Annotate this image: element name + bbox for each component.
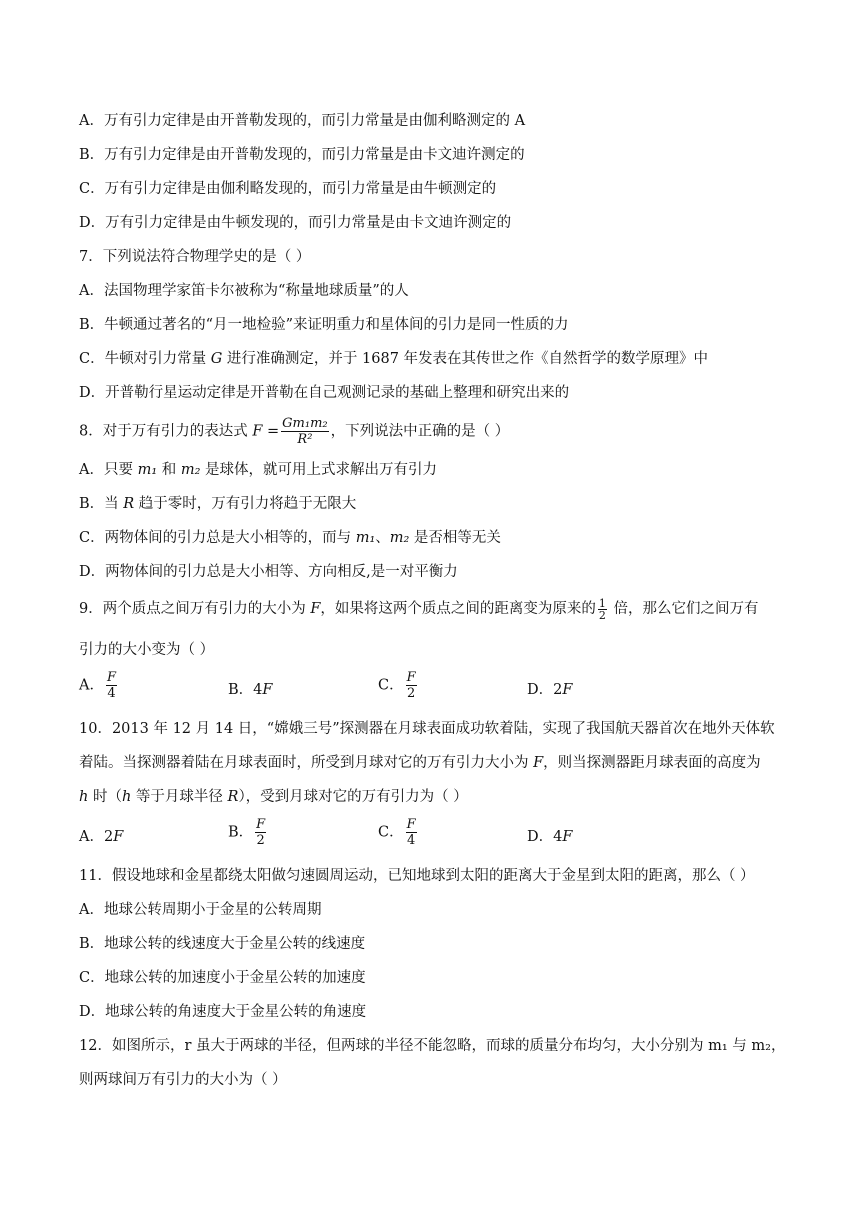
q9-stem-line2: 引力的大小变为（ ）: [79, 642, 215, 658]
q12-stem-line2: 则两球间万有引力的大小为（ ）: [79, 1072, 287, 1088]
q11-stem: 11．假设地球和金星都绕太阳做匀速圆周运动，已知地球到太阳的距离大于金星到太阳的距离，那么（ ）: [79, 868, 755, 884]
q6-option-b: B．万有引力定律是由开普勒发现的，而引力常量是由卡文迪许测定的: [79, 147, 525, 163]
q10-option-b: B． $\frac{F}{2}$: [228, 817, 266, 848]
q6-option-d: D．万有引力定律是由牛顿发现的，而引力常量是由卡文迪许测定的: [79, 215, 512, 231]
q9-half-fraction: $\frac{1}{2}$: [598, 596, 606, 622]
q8-option-a: A．只要 m₁ 和 m₂ 是球体，就可用上式求解出万有引力: [79, 462, 438, 478]
q7-option-d: D．开普勒行星运动定律是开普勒在自己观测记录的基础上整理和研究出来的: [79, 385, 570, 401]
q10-stem-line1: 10．2013 年 12 月 14 日，“嫦娥三号”探测器在月球表面成功软着陆，实现了我国航天器首次在地外天体软: [79, 721, 775, 737]
q8-option-b: B．当 R 趋于零时，万有引力将趋于无限大: [79, 496, 357, 512]
q11-option-a: A．地球公转周期小于金星的公转周期: [79, 902, 322, 918]
q7-option-a: A．法国物理学家笛卡尔被称为“称量地球质量”的人: [79, 283, 409, 299]
q8-formula-lhs: F =: [252, 423, 280, 440]
q9-option-a: A． $\frac{F}{4}$: [79, 670, 117, 701]
q8-option-d: D．两物体间的引力总是大小相等、方向相反,是一对平衡力: [79, 564, 458, 580]
q7-option-b: B．牛顿通过著名的“月一地检验”来证明重力和星体间的引力是同一性质的力: [79, 317, 569, 333]
q9-option-d: D．2F: [527, 682, 573, 698]
q10-option-a: A．2F: [79, 829, 124, 845]
q6-option-a: A．万有引力定律是由开普勒发现的，而引力常量是由伽利略测定的 A: [79, 113, 526, 129]
q9-stem-line1: 9．两个质点之间万有引力的大小为 F，如果将这两个质点之间的距离变为原来的 $\frac{1}{2}$ 倍，那么它们之间万有: [79, 596, 759, 622]
q11-option-b: B．地球公转的线速度大于金星公转的线速度: [79, 936, 366, 952]
q7-option-c: C．牛顿对引力常量 G 进行准确测定，并于 1687 年发表在其传世之作《自然哲学的数学原理》中: [79, 351, 709, 367]
q8-option-c: C．两物体间的引力总是大小相等的，而与 m₁、m₂ 是否相等无关: [79, 530, 501, 546]
q7-stem: 7．下列说法符合物理学史的是（ ）: [79, 249, 311, 265]
q10-stem-line3: h 时（h 等于月球半径 R），受到月球对它的万有引力为（ ）: [79, 789, 468, 805]
q12-stem-line1: 12．如图所示，r 虽大于两球的半径，但两球的半径不能忽略，而球的质量分布均匀，大小分别为 m₁ 与 m₂，: [79, 1038, 786, 1054]
q8-stem: 8．对于万有引力的表达式 F = $\frac{\text{Gm₁m₂}}{\text{R²}}$ ，下列说法中正确的是（ ）: [79, 416, 510, 447]
q9-option-c: C． $\frac{F}{2}$: [378, 670, 416, 701]
q10-stem-line2: 着陆。当探测器着陆在月球表面时，所受到月球对它的万有引力大小为 F，则当探测器距月球表面的高度为: [79, 755, 761, 771]
q10-option-d: D．4F: [527, 829, 573, 845]
q8-formula-fraction: $\frac{\text{Gm₁m₂}}{\text{R²}}$: [282, 416, 328, 447]
q11-option-c: C．地球公转的加速度小于金星公转的加速度: [79, 970, 366, 986]
q10-option-c: C． $\frac{F}{4}$: [378, 817, 416, 848]
q6-option-c: C．万有引力定律是由伽利略发现的，而引力常量是由牛顿测定的: [79, 181, 497, 197]
q9-option-b: B．4F: [228, 682, 273, 698]
q11-option-d: D．地球公转的角速度大于金星公转的角速度: [79, 1004, 367, 1020]
